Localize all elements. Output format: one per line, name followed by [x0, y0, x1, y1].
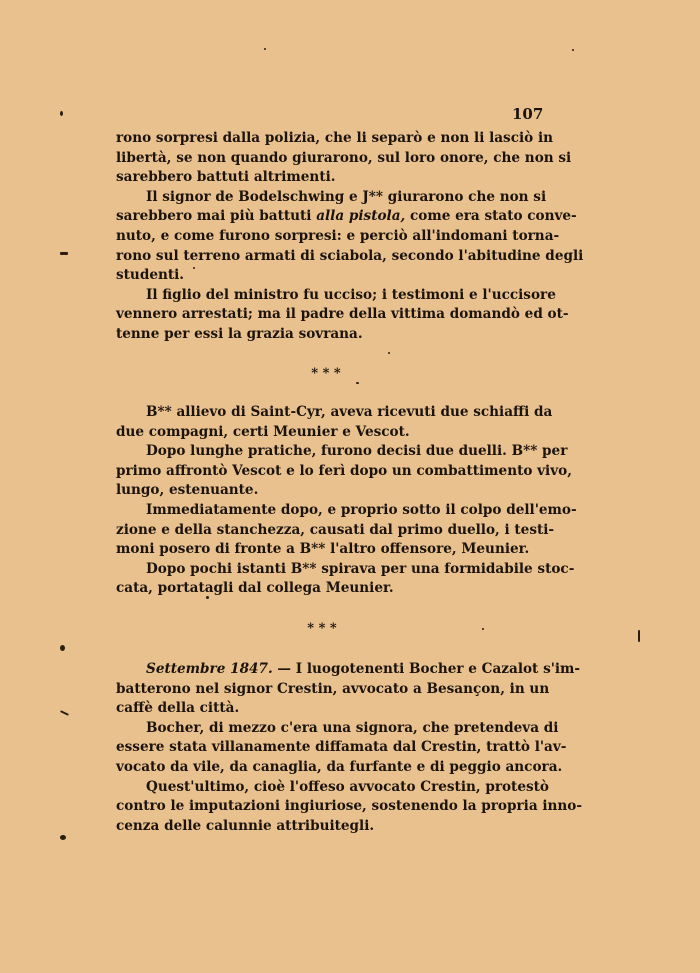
margin-speck [60, 111, 63, 116]
margin-speck [356, 382, 359, 384]
text-line: Il figlio del ministro fu ucciso; i testimoni e l'uccisore [146, 286, 556, 303]
text-line: libertà, se non quando giurarono, sul loro onore, che non si [116, 149, 572, 166]
margin-speck [193, 267, 195, 269]
text-line [116, 660, 581, 680]
section-separator: * * * [307, 621, 337, 636]
text-line: lungo, estenuante. [116, 482, 259, 499]
date-heading: Settembre 1847. [146, 661, 273, 677]
text-span: come era stato conve- [410, 208, 577, 225]
text-span: — I luogotenenti Bocher e Cazalot s'im- [277, 661, 581, 677]
margin-speck [60, 710, 69, 716]
paragraph-block-3 [116, 660, 582, 836]
text-span: sarebbero mai più battuti [116, 208, 312, 225]
text-line: due compagni, certi Meunier e Vescot. [116, 423, 410, 440]
text-line: primo affrontò Vescot e lo ferì dopo un combattimento vivo, [116, 462, 572, 479]
text-line: batterono nel signor Crestin, avvocato a Besançon, in un [116, 680, 550, 697]
margin-speck [206, 596, 209, 599]
text-line: Il signor de Bodelschwing e J** giurarono che non si [146, 188, 547, 205]
margin-speck [60, 835, 66, 840]
margin-speck [60, 252, 68, 255]
margin-speck [388, 352, 390, 354]
section-separator: * * * [311, 366, 341, 381]
text-line: vennero arrestati; ma il padre della vittima domandò ed ot- [116, 306, 569, 323]
text-line: essere stata villanamente diffamata dal Crestin, trattò l'av- [116, 739, 567, 756]
text-line: tenne per essi la grazia sovrana. [116, 325, 363, 342]
text-line: vocato da vile, da canaglia, da furfante e di peggio ancora. [116, 758, 563, 775]
text-line: cata, portatagli dal collega Meunier. [116, 580, 394, 597]
text-line: moni posero di fronte a B** l'altro offensore, Meunier. [116, 541, 530, 558]
text-line: rono sorpresi dalla polizia, che li separò e non li lasciò in [116, 130, 553, 146]
italic-text: alla pistola, [316, 208, 406, 225]
margin-speck [264, 48, 266, 50]
text-line: nuto, e come furono sorpresi: e perciò all'indomani torna- [116, 227, 560, 244]
text-line: caffè della città. [116, 700, 240, 717]
paragraph-block-1 [116, 129, 584, 345]
margin-speck [482, 628, 484, 630]
text-line: Dopo pochi istanti B** spirava per una formidabile stoc- [146, 560, 575, 577]
paragraph-block-2 [116, 403, 577, 599]
text-line: contro le imputazioni ingiuriose, sostenendo la propria inno- [116, 798, 582, 815]
text-line: studenti. [116, 267, 185, 284]
text-line [116, 207, 577, 227]
page-number: 107 [512, 105, 544, 123]
text-line: sarebbero battuti altrimenti. [116, 169, 336, 186]
text-line: Dopo lunghe pratiche, furono decisi due duelli. B** per [146, 443, 568, 460]
text-line: rono sul terreno armati di sciabola, secondo l'abitudine degli [116, 247, 584, 264]
text-line: Quest'ultimo, cioè l'offeso avvocato Crestin, protestò [146, 778, 549, 795]
margin-speck [60, 645, 65, 651]
margin-speck [638, 630, 640, 642]
text-line: cenza delle calunnie attribuitegli. [116, 817, 375, 834]
text-line: Bocher, di mezzo c'era una signora, che pretendeva di [146, 719, 559, 736]
text-line: zione e della stanchezza, causati dal primo duello, i testi- [116, 521, 555, 538]
text-line: Immediatamente dopo, e proprio sotto il colpo dell'emo- [146, 501, 577, 518]
text-line: B** allievo di Saint-Cyr, aveva ricevuti due schiaffi da [146, 404, 553, 420]
margin-speck [572, 49, 574, 51]
